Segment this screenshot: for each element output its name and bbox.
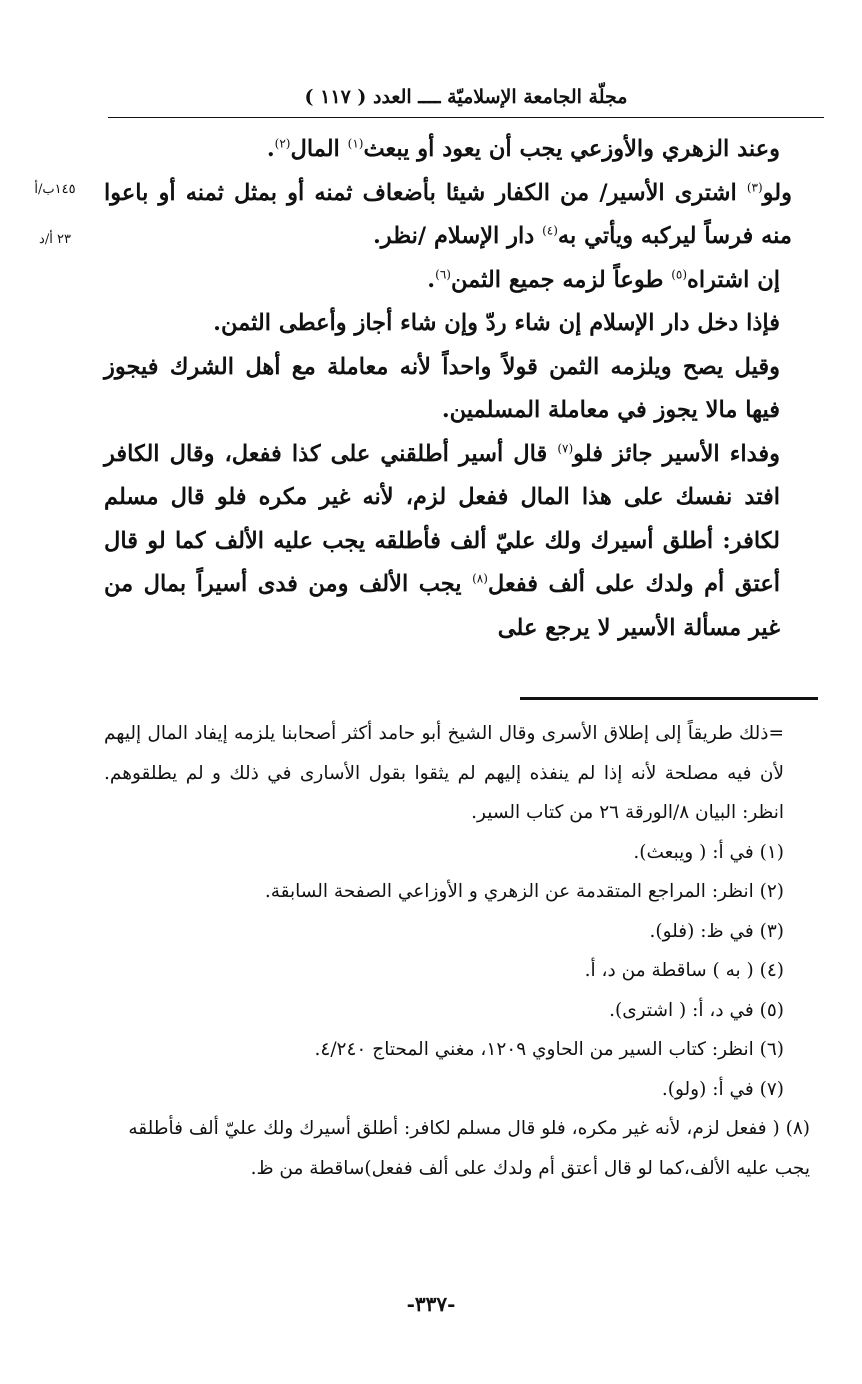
paragraph: وقيل يصح ويلزمه الثمن قولاً واحداً لأنه معاملة مع أهل الشرك فيجوز فيها مالا يجوز في معاملة المسلمين. [104, 353, 780, 423]
footnote-ref[interactable]: (٢) [274, 136, 291, 151]
footnote-item: (٤) ( به ) ساقطة من د، أ. [584, 960, 784, 981]
footnote-ref[interactable]: (٨) [472, 571, 488, 586]
footnote-ref[interactable]: (٧) [557, 441, 574, 455]
footnote-item: (٦) انظر: كتاب السير من الحاوي ١٢٠٩، مغني المحتاج ٤/٢٤٠. [314, 1039, 784, 1060]
paragraph: ولو$^{(٣)}$ اشترى الأسير/ من الكفار شيئا بأضعاف ثمنه أو بمثل ثمنه أو باعوا منه فرساً ليركبه ويأتي به$^{(٤)}$ دار الإسلام /نظر. [104, 179, 792, 249]
footnote-item: (١) في أ: ( ويبعث). [633, 841, 784, 863]
header-rule [108, 117, 824, 118]
main-text [104, 128, 814, 650]
margin-note-folio: ١٤٥ب/أ [34, 182, 76, 197]
footnote-ref[interactable]: (١) [347, 136, 364, 151]
footnote-item: (٧) في أ: (ولو). [661, 1078, 784, 1100]
paragraph: إن اشتراه$^{(٥)}$ طوعاً لزمه جميع الثمن$^{(٦)}$. [427, 266, 780, 293]
footnote-ref[interactable]: (٥) [671, 267, 688, 281]
footnote-item: (٨) ( ففعل لزم، لأنه غير مكره، فلو قال مسلم لكافر: أطلق أسيرك ولك عليّ ألف فأطلقه يجب عليه الألف،كما لو قال أعتق أم ولدك على ألف ففعل)ساقطة من ظ. [128, 1118, 810, 1179]
footnote-item: (٢) انظر: المراجع المتقدمة عن الزهري و الأوزاعي الصفحة السابقة. [264, 881, 784, 902]
paragraph: وعند الزهري والأوزعي يجب أن يعود أو يبعث$^{(١)}$ المال$^{(٢)}$. [266, 136, 780, 162]
footnotes [104, 714, 810, 1188]
running-header: مجلّة الجامعة الإسلاميّة ــــ العدد ( ١١٧ ) [304, 86, 628, 108]
footnote-item: (٥) في د، أ: ( اشترى). [609, 999, 784, 1021]
paragraph: وفداء الأسير جائز فلو$^{(٧)}$ قال أسير أطلقني على كذا ففعل، وقال الكافر افتد نفسك على هذا المال ففعل لزم، لأنه غير مكره فلو قال مسلم لكافر: أطلق أسيرك ولك عليّ ألف فأطلقه يجب عليه الألف كما لو قال أعتق أم ولدك على ألف ففعل$^{(٨)}$ يجب الألف ومن فدى أسيراً بمال من غير مسألة الأسير لا يرجع على [104, 440, 780, 641]
footnote-ref[interactable]: (٦) [435, 267, 451, 281]
margin-note-folio: ٢٣ أ/د [39, 232, 71, 247]
page-number: -٣٣٧- [406, 1292, 456, 1316]
footnote-ref[interactable]: (٣) [746, 180, 763, 194]
footnote-ref[interactable]: (٤) [542, 223, 558, 238]
footnote-continuation: =ذلك طريقاً إلى إطلاق الأسرى وقال الشيخ أبو حامد أكثر أصحابنا يلزمه إيفاد المال إليهم لأن فيه مصلحة لأنه إذا لم ينفذه إليهم لم يثقوا بقول الأسارى في ذلك و لم يطلقوهم. انظر: البيان ٨/الورقة ٢٦ من كتاب السير. [104, 723, 784, 823]
footnote-item: (٣) في ظ: (فلو). [649, 920, 784, 942]
footnote-separator [520, 697, 818, 700]
paragraph: فإذا دخل دار الإسلام إن شاء ردّ وإن شاء أجاز وأعطى الثمن. [213, 310, 780, 336]
